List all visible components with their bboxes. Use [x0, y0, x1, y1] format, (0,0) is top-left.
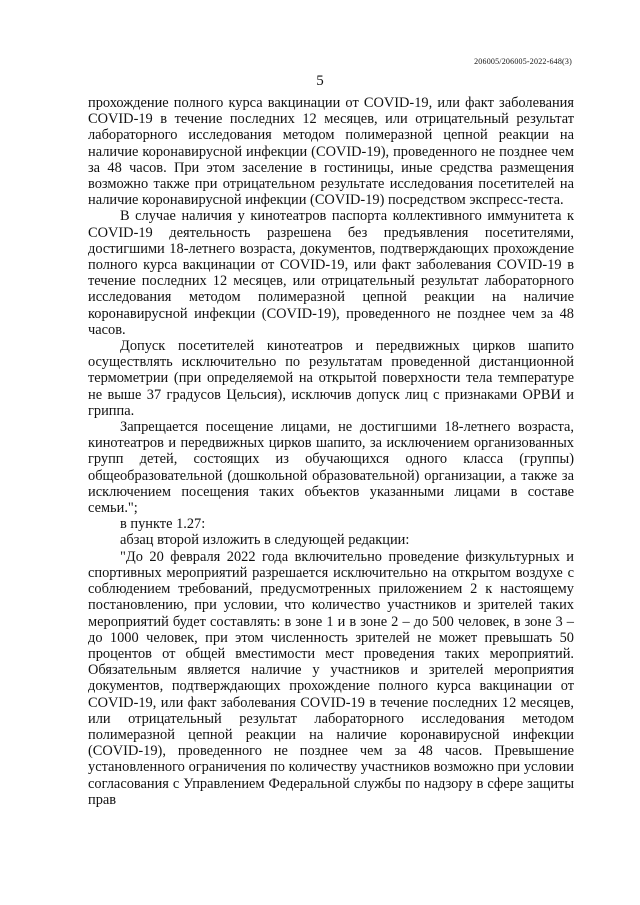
document-id: 206005/206005-2022-648(3): [474, 57, 572, 66]
document-body: [88, 95, 574, 808]
paragraph-cinema-immunity-passport: В случае наличия у кинотеатров паспорта коллективного иммунитета к COVID-19 деятельность разрешена без предъявления посетителями, достигшими 18-летнего возраста, документов, подтверждающих прохождение полного курса вакцинации от COVID-19, или факт заболевания COVID-19 в течение последних 12 месяцев, или отрицательный результат лабораторного исследования методом полимеразной цепной реакции на наличие коронавирусной инфекции (COVID-19), проведенного не позднее чем за 48 часов.: [88, 208, 574, 338]
paragraph-sports-events: "До 20 февраля 2022 года включительно проведение физкультурных и спортивных мероприятий разрешается исключительно на открытом воздухе с соблюдением требований, предусмотренных приложением 2 к настоящему постановлению, при условии, что количество участников и зрителей таких мероприятий будет составлять: в зоне 1 и в зоне 2 – до 500 человек, в зоне 3 – до 1000 человек, при этом численность зрителей не может превышать 50 процентов от общей вместимости мест проведения таких мероприятий. Обязательным является наличие у участников и зрителей мероприятия документов, подтверждающих прохождение полного курса вакцинации от COVID-19, или факт заболевания COVID-19 в течение последних 12 месяцев, или отрицательный результат лабораторного исследования методом полимеразной цепной реакции на наличие коронавирусной инфекции (COVID-19), проведенного не позднее чем за 48 часов. Превышение установленного ограничения по количеству участников возможно при условии согласования с Управлением Федеральной службы по надзору в сфере защиты прав: [88, 548, 574, 808]
paragraph-clause-reference: в пункте 1.27:: [120, 516, 206, 533]
paragraph-minors-prohibition: Запрещается посещение лицами, не достигшими 18-летнего возраста, кинотеатров и передвижных цирков шапито, за исключением организованных групп детей, состоящих из обучающихся одного класса (группы) общеобразовательной (дошкольной образовательной) организации, а также за исключением посещения таких объектов указанными лицами в составе семьи.";: [88, 419, 574, 517]
paragraph-amendment-intro: абзац второй изложить в следующей редакции:: [120, 532, 410, 549]
paragraph-thermometry-admission: Допуск посетителей кинотеатров и передвижных цирков шапито осуществлять исключительно по результатам проведенной дистанционной термометрии (при определяемой на открытой поверхности тела температуре не выше 37 градусов Цельсия), исключив допуск лиц с признаками ОРВИ и гриппа.: [88, 338, 574, 419]
page-number: 5: [316, 73, 324, 89]
paragraph-continuation: прохождение полного курса вакцинации от COVID-19, или факт заболевания COVID-19 в течение последних 12 месяцев, или отрицательный результат лабораторного исследования методом полимеразной цепной реакции на наличие коронавирусной инфекции (COVID-19), проведенного не позднее чем за 48 часов. При этом заселение в гостиницы, иные средства размещения возможно также при отрицательном результате исследования посетителей на наличие коронавирусной инфекции (COVID-19) посредством экспресс-теста.: [88, 95, 574, 209]
